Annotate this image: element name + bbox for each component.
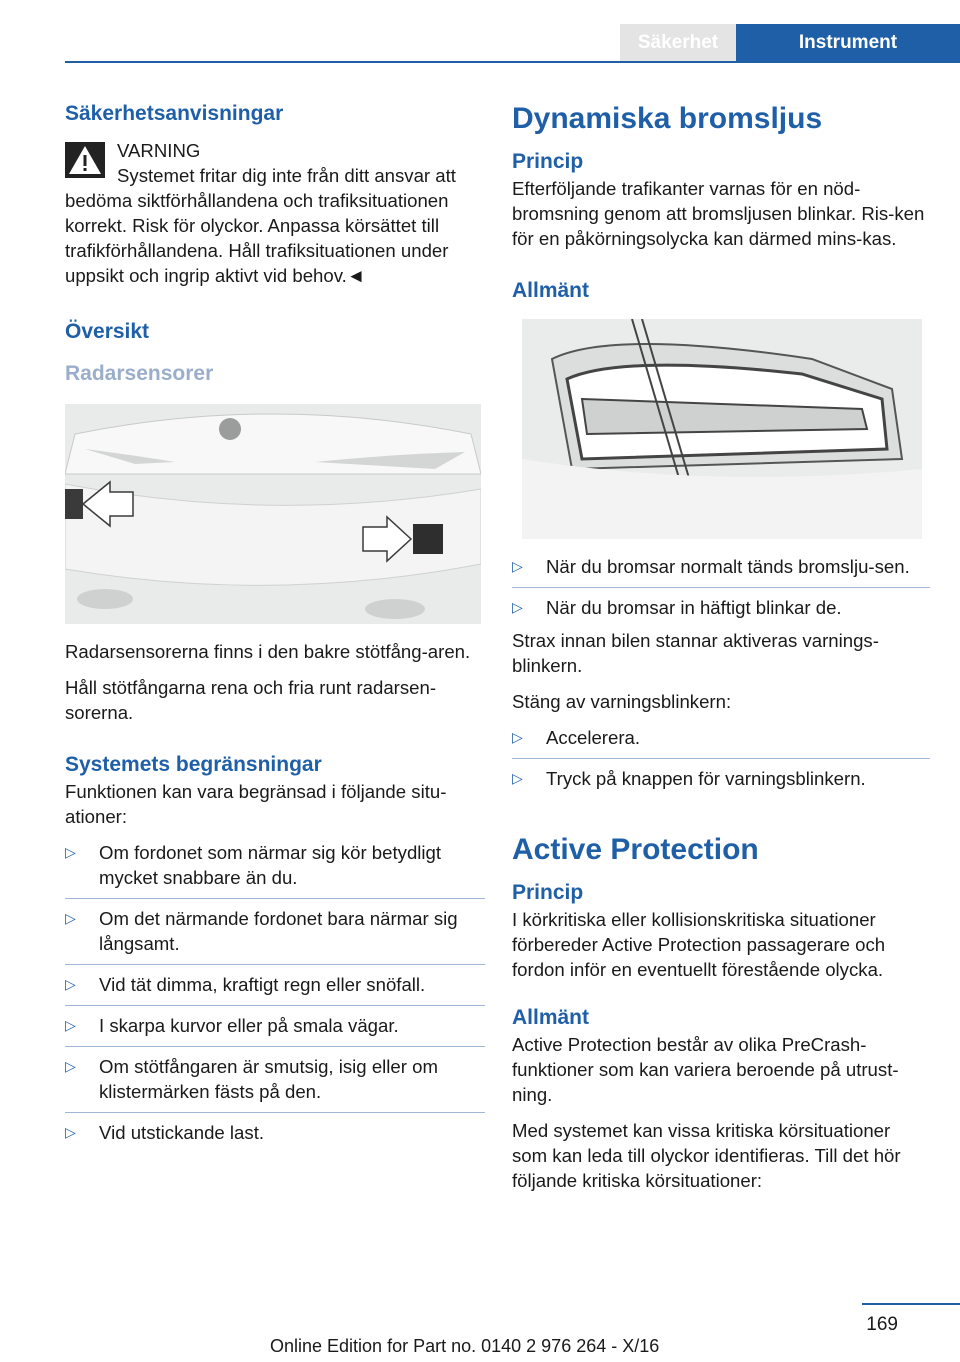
warning-block	[65, 138, 485, 288]
header-tab-current[interactable]: Instrument	[736, 24, 960, 61]
left-column	[65, 100, 485, 1153]
warning-triangle-icon	[65, 142, 105, 178]
ap-general-paragraph-2: Med systemet kan vissa kritiska körsituationer som kan leda till olyckor identifieras. Till det hör följande kritiska körsituationer:	[512, 1120, 901, 1191]
brake-lights-title: Dynamiska bromsljus	[512, 102, 823, 135]
ap-principle-text: I körkritiska eller kollisionskritiska situationer förbereder Active Protection passagerare och fordon inför en eventuellt förestående olycka.	[512, 909, 886, 980]
bullet-triangle-icon: ▷	[65, 844, 76, 860]
hazard-list	[512, 725, 930, 791]
list-item: ▷ Om fordonet som närmar sig kör betydligt mycket snabbare än du.	[65, 840, 485, 899]
list-item: ▷ Vid tät dimma, kraftigt regn eller snöfall.	[65, 972, 485, 1006]
bullet-triangle-icon: ▷	[65, 1124, 76, 1140]
list-item: ▷ När du bromsar normalt tänds bromslju-sen.	[512, 554, 930, 588]
radar-paragraph-1: Radarsensorerna finns i den bakre stötfång-aren.	[65, 641, 471, 662]
bullet-triangle-icon: ▷	[65, 910, 76, 926]
overview-heading: Översikt	[65, 320, 150, 343]
bullet-triangle-icon: ▷	[512, 558, 523, 574]
header-tab-section[interactable]: Säkerhet	[620, 24, 736, 61]
list-item: ▷ Om det närmande fordonet bara närmar sig långsamt.	[65, 906, 485, 965]
bullet-triangle-icon: ▷	[65, 1017, 76, 1033]
bullet-triangle-icon: ▷	[512, 729, 523, 745]
limits-heading: Systemets begränsningar	[65, 753, 322, 776]
general-heading: Allmänt	[512, 279, 590, 302]
warning-label: VARNING	[117, 140, 201, 161]
radar-heading: Radarsensorer	[65, 362, 214, 385]
bullet-triangle-icon: ▷	[512, 599, 523, 615]
principle-heading: Princip	[512, 150, 584, 173]
list-item: ▷ När du bromsar in häftigt blinkar de.	[512, 597, 842, 618]
warning-text: Systemet fritar dig inte från ditt ansvar att bedöma siktförhållandena och trafiksituationen korrekt. Risk för olyckor. Anpassa körsättet till trafikförhållandena. Håll trafiksituationen under uppsikt och ingrip aktivt vid behov.◄	[65, 165, 456, 286]
bullet-triangle-icon: ▷	[65, 976, 76, 992]
principle-text: Efterföljande trafikanter varnas för en nöd-bromsning genom att bromsljusen blinkar. Ris-ken för en påkörningsolycka kan därmed mins-kas.	[512, 178, 925, 249]
limits-intro: Funktionen kan vara begränsad i följande situ-ationer:	[65, 781, 447, 827]
page-number: 169	[866, 1314, 898, 1335]
hazard-paragraph-2: Stäng av varningsblinkern:	[512, 691, 732, 712]
right-column	[512, 100, 930, 1204]
brake-list	[512, 554, 930, 620]
ap-principle-heading: Princip	[512, 881, 584, 904]
header-rule	[65, 61, 960, 63]
list-item: ▷ Om stötfångaren är smutsig, isig eller om klistermärken fästs på den.	[65, 1054, 485, 1113]
safety-heading: Säkerhetsanvisningar	[65, 102, 284, 125]
radar-paragraph-2: Håll stötfångarna rena och fria runt radarsen-sorerna.	[65, 677, 437, 723]
active-protection-title: Active Protection	[512, 833, 759, 866]
ap-general-paragraph-1: Active Protection består av olika PreCrash-funktioner som kan variera beroende på utrust-ning.	[512, 1034, 899, 1105]
list-item: ▷ Accelerera.	[512, 725, 930, 759]
footer-rule	[862, 1303, 960, 1305]
limits-list	[65, 840, 485, 1145]
hazard-paragraph-1: Strax innan bilen stannar aktiveras varnings-blinkern.	[512, 630, 879, 676]
tail-light-image	[512, 319, 928, 539]
bullet-triangle-icon: ▷	[512, 770, 523, 786]
ap-general-heading: Allmänt	[512, 1006, 590, 1029]
edition-note: Online Edition for Part no. 0140 2 976 264 - X/16	[270, 1336, 660, 1356]
list-item: ▷ Vid utstickande last.	[65, 1122, 265, 1143]
list-item: ▷ Tryck på knappen för varningsblinkern.	[512, 768, 866, 789]
list-item: ▷ I skarpa kurvor eller på smala vägar.	[65, 1013, 485, 1047]
bullet-triangle-icon: ▷	[65, 1058, 76, 1074]
radar-sensor-image	[65, 404, 481, 624]
